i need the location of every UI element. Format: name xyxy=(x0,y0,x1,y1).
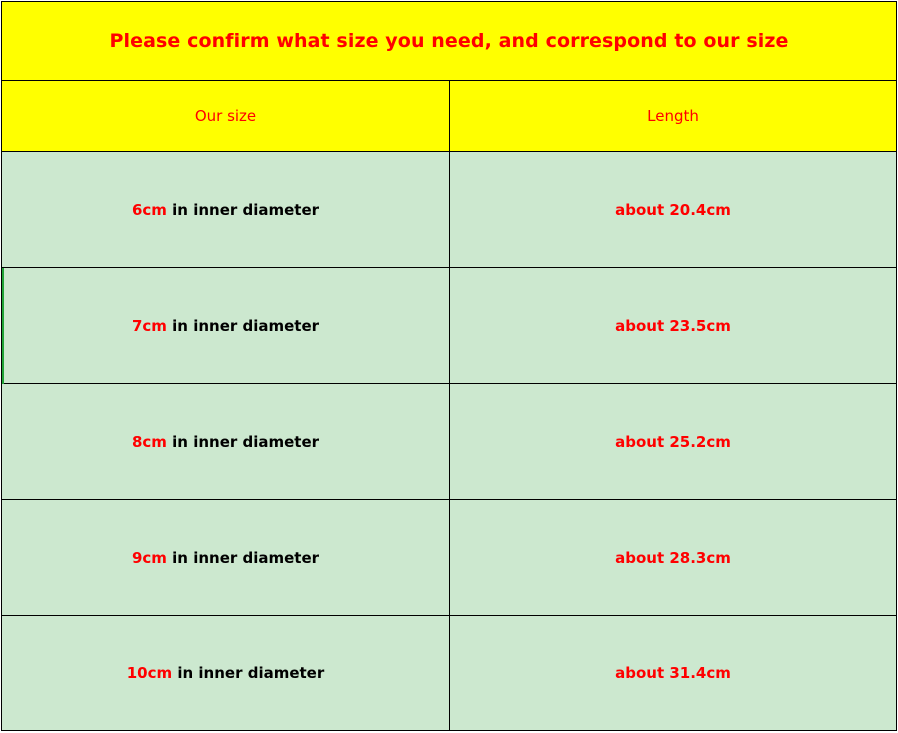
size-cell xyxy=(2,384,450,499)
length-cell: about 31.4cm xyxy=(615,664,731,682)
selected-row-marker xyxy=(2,268,4,384)
size-value: 10cm xyxy=(126,664,173,682)
size-cell xyxy=(2,152,450,267)
header-our-size: Our size xyxy=(2,81,450,151)
size-value: 7cm xyxy=(131,316,167,335)
size-cell xyxy=(2,500,450,615)
length-cell: about 20.4cm xyxy=(615,200,731,219)
table-row xyxy=(2,384,896,500)
table-row xyxy=(2,500,896,616)
table-row xyxy=(2,268,896,384)
length-cell: about 28.3cm xyxy=(615,548,731,567)
size-label: in inner diameter xyxy=(172,432,320,451)
length-cell: about 23.5cm xyxy=(615,316,731,335)
size-table xyxy=(1,1,897,731)
table-header-row xyxy=(2,81,896,152)
size-value: 6cm xyxy=(131,200,167,219)
length-cell: about 25.2cm xyxy=(615,432,731,451)
size-value: 9cm xyxy=(131,548,167,567)
size-label: in inner diameter xyxy=(172,316,320,335)
table-title: Please confirm what size you need, and correspond to our size xyxy=(109,30,789,52)
header-length: Length xyxy=(647,107,699,125)
table-row xyxy=(2,152,896,268)
table-row xyxy=(2,616,896,730)
size-label: in inner diameter xyxy=(172,200,320,219)
size-label: in inner diameter xyxy=(172,548,320,567)
size-cell xyxy=(2,268,450,383)
size-value: 8cm xyxy=(131,432,167,451)
table-body xyxy=(2,152,896,730)
table-title-row xyxy=(2,2,896,81)
size-label: in inner diameter xyxy=(177,664,325,682)
size-cell xyxy=(2,616,450,730)
